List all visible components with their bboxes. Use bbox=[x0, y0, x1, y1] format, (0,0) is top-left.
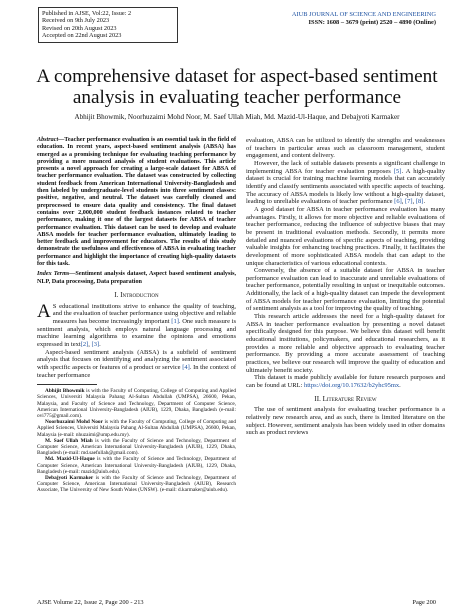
footnote-author-name: Abhijit Bhowmik bbox=[45, 388, 85, 395]
footnote-text: is with the Faculty of Science and Technology, Department of Computer Science, American International University-Bangladesh (AIUB), 1229, Dhaka, Bangladesh (e-mail: mazid@aiub.edu). bbox=[37, 456, 236, 475]
citation-link[interactable]: [3] bbox=[91, 340, 100, 348]
left-column bbox=[37, 137, 236, 494]
pub-info-line: Revised on 20th August 2023 bbox=[42, 24, 117, 32]
pub-info-line: Published in AJSE, Vol:22, Issue: 2 bbox=[42, 10, 132, 17]
right-column bbox=[246, 137, 445, 437]
journal-header bbox=[292, 11, 436, 27]
citation-link[interactable]: [2] bbox=[80, 340, 89, 348]
abstract-text: —Teacher performance evaluation is an essential task in the field of education. In recent years, aspect-based sentiment analysis (ABSA) has emerged as a promising technique for evaluating teaching performance by providing a more nuanced analysis of student evaluations. This article presents a novel approach for creating a large-scale dataset for ABSA of teacher performance evaluation. The dataset was constructed by collecting student feedback from American International University-Bangladesh and then labeled by undergraduate-level students into three sentiment classes: positive, negative, and neutral. The dataset was carefully cleaned and preprocessed to ensure data quality and consistency. The final dataset contains over 2,000,000 student feedback instances related to teacher performance, making it one of the largest datasets for ABSA of teacher performance evaluation. This dataset can be used to develop and evaluate ABSA models for teacher performance evaluation, ultimately leading to better feedback and improvement for educators. The results of this study demonstrate the usefulness and effectiveness of ABSA in evaluating teacher performance and highlight the importance of creating high-quality datasets for this task. bbox=[37, 137, 236, 268]
text-run: This dataset is made publicly available for future research purposes and can be found at URL: bbox=[246, 374, 445, 389]
text-run: , bbox=[412, 198, 416, 206]
section-heading-introduction: I. Introduction bbox=[114, 290, 159, 299]
author-footnote bbox=[37, 419, 236, 438]
text-run: However, the lack of suitable datasets presents a significant challenge in implementing ABSA for teacher evaluation purposes bbox=[246, 159, 445, 175]
intro-paragraph-1 bbox=[37, 300, 236, 349]
citation-link[interactable]: [6] bbox=[394, 198, 402, 206]
text-run: . In the context of teacher performance bbox=[37, 363, 237, 379]
footer-page-number: Page 200 bbox=[412, 599, 436, 606]
footnote-rule bbox=[37, 384, 97, 385]
dataset-doi-link[interactable]: https://doi.org/10.17632/b2yhc95mx bbox=[303, 382, 400, 389]
text-run: , bbox=[88, 340, 92, 348]
paper-authors: Abhijit Bhowmik, Noorhuzaimi Mohd Noor, M. Saef Ullah Miah, Md. Mazid-Ul-Haque, and Debajyoti Karmaker bbox=[74, 113, 400, 121]
text-run: . bbox=[399, 382, 401, 389]
text-run: . bbox=[423, 198, 426, 206]
text-run: S educational institutions strive to enhance the quality of teaching, and the evaluation of teacher performance using objective and reliable measures has become increasingly important bbox=[52, 302, 236, 325]
intro-paragraph-2 bbox=[37, 349, 236, 380]
citation-link[interactable]: [7] bbox=[405, 198, 413, 206]
body-paragraph: evaluation, ABSA can be utilized to identify the strengths and weaknesses of teachers in particular areas such as classroom management, student engagement, and content delivery. bbox=[246, 137, 445, 160]
index-terms bbox=[37, 271, 236, 286]
abstract bbox=[37, 137, 236, 268]
body-paragraph bbox=[246, 374, 445, 389]
index-terms-label: Index Terms bbox=[37, 271, 70, 278]
citation-link[interactable]: [4] bbox=[182, 363, 190, 371]
footnote-text: is with the Faculty of Science and Technology, Department of Computer Science, American International University-Bangladesh (AIUB), Research Associate, The University of New South Wales (UNSW). (e-mail: d.karmaker@aiub.edu). bbox=[37, 475, 236, 494]
abstract-label: Abstract bbox=[37, 137, 59, 143]
footnote-text: is with the Faculty of Computing, College of Computing and Applied Sciences, Universiti Malaysia Pahang Al-Sultan Abdullah (UMPSA), 26600, Pekan, Malaysia (e-mail: nhuzaimi@ump.edu.my). bbox=[37, 419, 236, 438]
footnote-author-name: M. Saef Ullah Miah bbox=[45, 437, 93, 444]
text-run: , bbox=[401, 198, 406, 206]
body-paragraph bbox=[246, 160, 445, 206]
text-run: . A high-quality dataset is crucial for training machine learning models that can accurately identify and classify sentiments associated with specific aspects of teaching. The accuracy of ABSA models is likely low without a high-quality dataset, leading to unreliable evaluations of teacher performance bbox=[246, 167, 446, 206]
text-run: . One such measure is sentiment analysis, which employs natural language processing and machine learning algorithms to examine the opinions and emotions expressed in text bbox=[37, 317, 236, 348]
text-run: Aspect-based sentiment analysis (ABSA) is a subfield of sentiment analysis that focuses on identifying and analyzing the sentiment associated with specific aspects or features of a product or service bbox=[37, 348, 236, 371]
journal-issn: ISSN: 1608 – 3679 (print) 2520 – 4890 (Online) bbox=[308, 19, 436, 26]
section-heading-literature-review: II. Literature Review bbox=[314, 394, 377, 403]
paper-title: A comprehensive dataset for aspect-based sentiment analysis in evaluating teacher performance bbox=[36, 66, 438, 108]
footer-volume-info: AJSE Volume 22, Issue 2, Page 200 - 213 bbox=[37, 599, 144, 606]
pub-info-line: Received on 9th July 2023 bbox=[42, 17, 110, 25]
footnote-text: is with the Faculty of Science and Technology, Department of Computer Science, American International University-Bangladesh (AIUB), 1229, Dhaka, Bangladesh (e-mail: md.saefullah@gmail.com). bbox=[37, 437, 237, 457]
body-paragraph: A good dataset for ABSA in teacher performance evaluation has many advantages. Firstly, it allows for more objective and reliable evaluations of teacher performance, reducing the influence of subjective biases that may be present in traditional evaluation methods. Secondly, it permits more detailed and nuanced evaluations of specific aspects of teaching, providing valuable insights for enhancing teaching practices. Finally, it facilitates the development of more sophisticated ABSA models that can adapt to the unique characteristics of various educational contexts. bbox=[246, 205, 445, 267]
author-footnote bbox=[37, 475, 236, 494]
page-footer bbox=[37, 599, 436, 606]
pub-info-line: Accepted on 22nd August 2023 bbox=[42, 32, 122, 40]
body-paragraph: Conversely, the absence of a suitable dataset for ABSA in teacher performance evaluation can lead to inaccurate and unreliable evaluations of teacher performance, potentially resulting in unjust or inequitable outcomes. Additionally, the lack of a high-quality dataset can impede the development of ABSA models for teacher performance evaluation, limiting the potential of sentiment analysis as a tool for improving the quality of teaching. bbox=[246, 267, 445, 313]
footnote-text: is with the Faculty of Computing, College of Computing and Applied Sciences, Universiti Malaysia Pahang Al-Sultan Abdullah (UMPSA), 26600, Pekan, Malaysia, and Faculty of Science and Technology, Department of Computer Science, American International University-Bangladesh (AIUB), 1229, Dhaka, Bangladesh (e-mail: ovi775@gmail.com). bbox=[37, 388, 236, 419]
citation-link[interactable]: [1] bbox=[171, 317, 179, 325]
body-paragraph: The use of sentiment analysis for evaluating teacher performance is a relatively new research area, and as such, there is limited literature on the subject. However, sentiment analysis has been widely used in other domains such as product reviews bbox=[246, 406, 445, 437]
index-terms-text: —Sentiment analysis dataset, Aspect based sentiment analysis, NLP, Data processing, Data preparation bbox=[37, 271, 236, 285]
journal-name: AIUB JOURNAL OF SCIENCE AND ENGINEERING bbox=[291, 11, 436, 18]
text-run: . bbox=[99, 340, 101, 348]
footnote-author-name: Debajyoti Karmaker bbox=[45, 475, 94, 481]
footnote-author-name: Noorhuzaimi Mohd Noor bbox=[45, 419, 103, 426]
author-footnote bbox=[37, 456, 236, 475]
author-footnote bbox=[37, 388, 236, 419]
citation-link[interactable]: [5] bbox=[393, 167, 402, 175]
dropcap-letter: A bbox=[37, 300, 51, 322]
body-paragraph: This research article addresses the need for a high-quality dataset for ABSA in teacher performance evaluation by presenting a novel dataset specifically designed for this purpose. We believe this dataset will benefit educational institutions, policymakers, and educational researchers, as it provides a more reliable and objective approach to evaluating teacher performance. By providing a more accurate assessment of teaching practices, we believe our research will improve the quality of education and ultimately benefit society. bbox=[246, 313, 445, 374]
citation-link[interactable]: [8] bbox=[415, 198, 424, 206]
author-footnote bbox=[37, 438, 236, 457]
publication-info-box bbox=[38, 7, 178, 43]
footnote-author-name: Md. Mazid-Ul-Haque bbox=[45, 456, 95, 463]
